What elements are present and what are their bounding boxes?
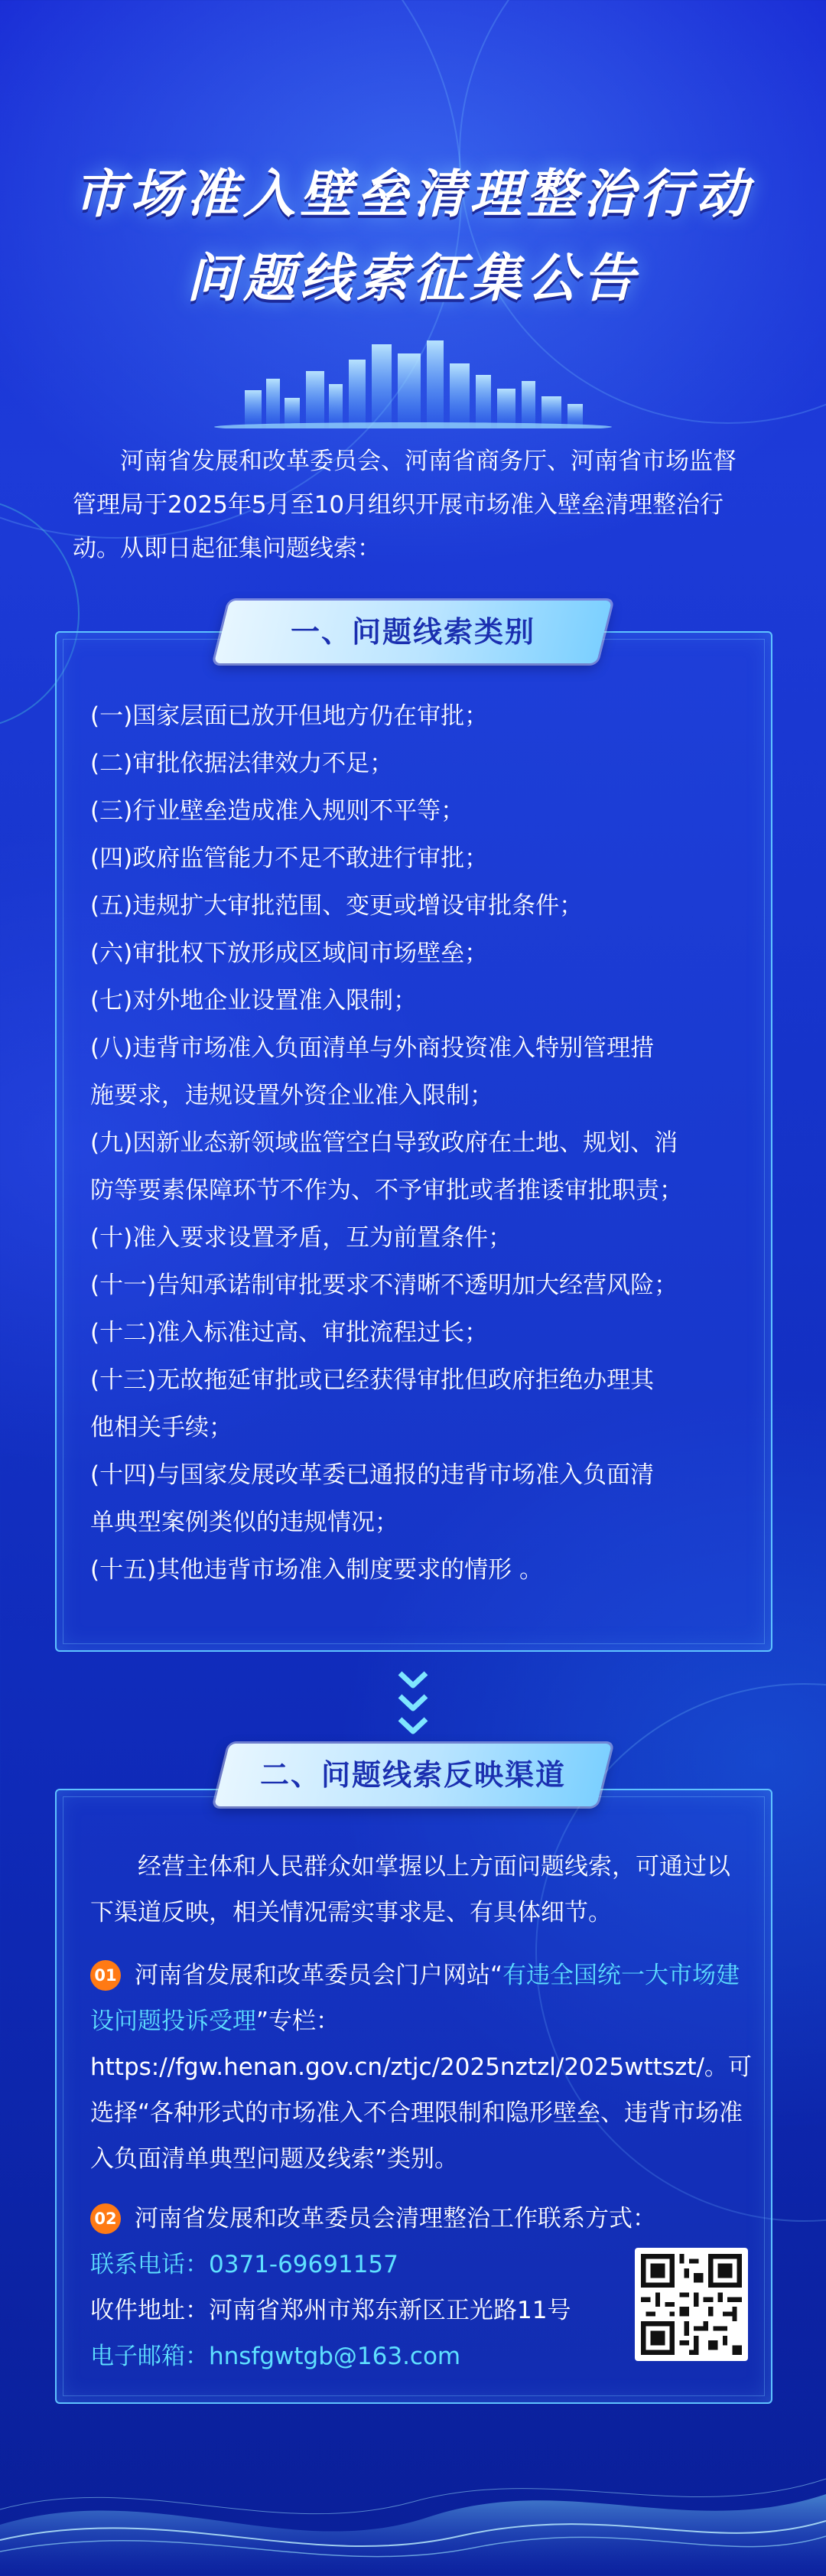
list-item: (七)对外地企业设置准入限制； <box>90 987 418 1014</box>
title-line-2: 问题线索征集公告 <box>186 249 639 309</box>
page-title <box>0 153 826 321</box>
list-item: (九)因新业态新领域监管空白导致政府在土地、规划、消 <box>90 1129 678 1157</box>
list-item: (十一)告知承诺制审批要求不清晰不透明加大经营风险； <box>90 1272 678 1299</box>
list-item: (十三)无故拖延审批或已经获得审批但政府拒绝办理其 <box>90 1366 655 1394</box>
channel-1-text-b: ”专栏：https://fgw.henan.gov.cn/ztjc/2025nztzl/2025wttszt/。可选择“各种形式的市场准入不合理限制和隐形壁垒、违背市场准入负面清单典型问题及线索”类别。 <box>90 2008 752 2173</box>
address-label: 收件地址： <box>90 2297 209 2324</box>
phone-row <box>90 2242 672 2288</box>
address-row <box>90 2288 672 2333</box>
list-item: (四)政府监管能力不足不敢进行审批； <box>90 845 489 872</box>
section2-heading: 二、问题线索反映渠道 <box>259 1758 566 1792</box>
email-label: 电子邮箱： <box>90 2343 209 2370</box>
channel-2 <box>90 2196 756 2242</box>
qr-code-icon <box>641 2254 742 2355</box>
list-item: (一)国家层面已放开但地方仍在审批； <box>90 702 489 730</box>
phone-number[interactable]: 0371-69691157 <box>209 2251 398 2278</box>
list-item: (十二)准入标准过高、审批流程过长； <box>90 1319 489 1347</box>
channel-2-text: 河南省发展和改革委员会清理整治工作联系方式： <box>135 2205 656 2232</box>
list-item: (八)违背市场准入负面清单与外商投资准入特别管理措 <box>90 1034 655 1062</box>
channel-1 <box>90 1952 756 2182</box>
list-item: 他相关手续； <box>90 1414 233 1441</box>
number-badge-01: 01 <box>90 1960 121 1991</box>
section1-heading: 一、问题线索类别 <box>290 615 535 649</box>
email-address[interactable]: hnsfgwtgb@163.com <box>209 2343 461 2370</box>
title-line-1: 市场准入壁垒清理整治行动 <box>73 164 753 225</box>
email-row <box>90 2333 672 2379</box>
intro-paragraph: 河南省发展和改革委员会、河南省商务厅、河南省市场监督管理局于2025年5月至10月组织开展市场准入壁垒清理整治行动。从即日起征集问题线索： <box>73 448 737 562</box>
qr-code[interactable] <box>635 2248 748 2361</box>
section2-heading-badge <box>214 1744 612 1806</box>
city-skyline-graphic <box>214 337 612 428</box>
chevron-down-icon <box>394 1664 432 1741</box>
address-value: 河南省郑州市郑东新区正光路11号 <box>209 2297 571 2324</box>
section1-heading-badge <box>214 601 612 663</box>
list-item: (十四)与国家发展改革委已通报的违背市场准入负面清 <box>90 1461 655 1489</box>
list-item: 施要求，违规设置外资企业准入限制； <box>90 1082 493 1109</box>
list-item: (十五)其他违背市场准入制度要求的情形 。 <box>90 1556 544 1584</box>
list-item: 单典型案例类似的违规情况； <box>90 1509 398 1536</box>
phone-label: 联系电话： <box>90 2251 209 2278</box>
list-item: 防等要素保障环节不作为、不予审批或者推诿审批职责； <box>90 1177 683 1204</box>
list-item: (十)准入要求设置矛盾，互为前置条件； <box>90 1224 512 1252</box>
list-item: (六)审批权下放形成区域间市场壁垒； <box>90 940 489 967</box>
list-item: (三)行业壁垒造成准入规则不平等； <box>90 797 465 825</box>
complaint-column-link[interactable]: 有违全国统一大市场建设问题投诉受理 <box>90 1962 740 2035</box>
list-item: (二)审批依据法律效力不足； <box>90 750 394 777</box>
category-list <box>90 692 763 1594</box>
number-badge-02: 02 <box>90 2203 121 2234</box>
bottom-wave-decoration <box>0 2387 826 2576</box>
channel-1-text-a: 河南省发展和改革委员会门户网站“ <box>135 1962 503 1989</box>
list-item: (五)违规扩大审批范围、变更或增设审批条件； <box>90 892 584 920</box>
channel-intro: 经营主体和人民群众如掌握以上方面问题线索，可通过以下渠道反映，相关情况需实事求是、有具体细节。 <box>90 1853 730 1926</box>
